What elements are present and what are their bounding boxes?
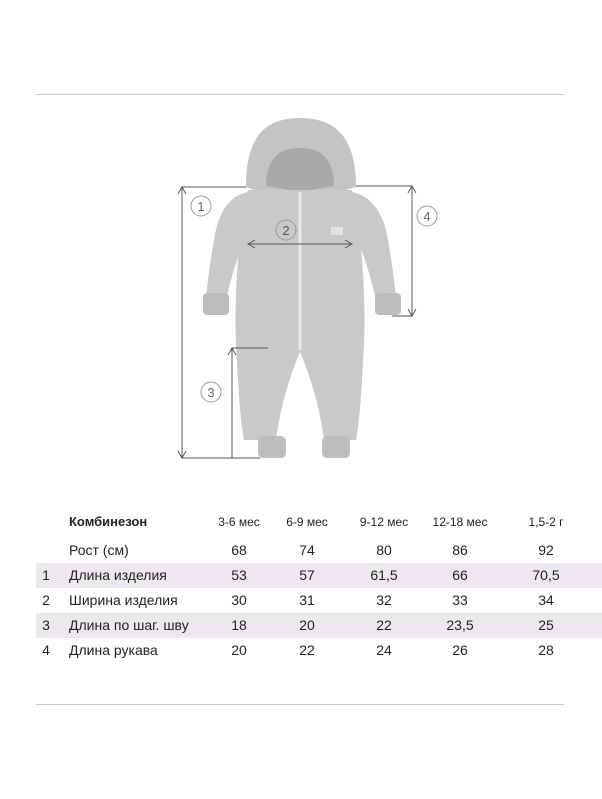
row-value: 53 — [231, 567, 247, 583]
row-value: 34 — [538, 592, 554, 608]
size-header: 9-12 мес — [359, 515, 409, 529]
row-value: 24 — [376, 642, 392, 658]
row-value: 57 — [299, 567, 315, 583]
row-label: Длина по шаг. шву — [69, 617, 189, 633]
svg-text:2: 2 — [282, 223, 290, 238]
table-row — [36, 538, 602, 563]
row-value: 32 — [376, 592, 392, 608]
size-header: 6-9 мес — [286, 515, 328, 529]
row-value: 18 — [231, 617, 247, 633]
row-value: 31 — [299, 592, 315, 608]
row-value: 61,5 — [370, 567, 398, 583]
row-number: 4 — [42, 642, 50, 658]
row-value: 25 — [538, 617, 554, 633]
row-value: 22 — [376, 617, 392, 633]
row-value: 23,5 — [446, 617, 474, 633]
svg-text:4: 4 — [423, 209, 431, 224]
row-label: Рост (см) — [69, 542, 129, 558]
left-ankle-cuff — [258, 436, 286, 458]
row-label: Длина рукава — [69, 642, 158, 658]
row-label: Длина изделия — [69, 567, 167, 583]
row-value: 22 — [299, 642, 315, 658]
row-value: 20 — [231, 642, 247, 658]
table-title: Комбинезон — [69, 514, 148, 529]
size-header: 3-6 мес — [218, 515, 260, 529]
row-label: Ширина изделия — [69, 592, 178, 608]
row-number: 1 — [42, 567, 50, 583]
row-number: 2 — [42, 592, 50, 608]
row-value: 80 — [376, 542, 392, 558]
svg-text:3: 3 — [207, 385, 215, 400]
row-value: 28 — [538, 642, 554, 658]
bottom-divider — [36, 704, 564, 705]
row-value: 86 — [452, 542, 468, 558]
svg-text:1: 1 — [197, 199, 205, 214]
row-value: 68 — [231, 542, 247, 558]
row-value: 30 — [231, 592, 247, 608]
table-row — [36, 588, 602, 613]
size-table-header — [36, 506, 602, 538]
row-value: 66 — [452, 567, 468, 583]
row-value: 26 — [452, 642, 468, 658]
marker-2 — [276, 220, 296, 240]
logo-mark — [331, 227, 343, 235]
row-value: 92 — [538, 542, 554, 558]
size-header: 1,5-2 г — [528, 515, 564, 529]
row-number: 3 — [42, 617, 50, 633]
row-value: 70,5 — [532, 567, 560, 583]
size-header: 12-18 мес — [432, 515, 488, 529]
table-row — [36, 563, 602, 588]
row-value: 74 — [299, 542, 315, 558]
table-row — [36, 613, 602, 638]
row-value: 33 — [452, 592, 468, 608]
table-row — [36, 638, 602, 663]
marker-3 — [201, 382, 221, 402]
marker-1 — [191, 196, 211, 216]
row-value: 20 — [299, 617, 315, 633]
size-table — [36, 506, 602, 663]
left-cuff — [203, 293, 229, 315]
right-cuff — [375, 293, 401, 315]
marker-4 — [417, 206, 437, 226]
right-ankle-cuff — [322, 436, 350, 458]
